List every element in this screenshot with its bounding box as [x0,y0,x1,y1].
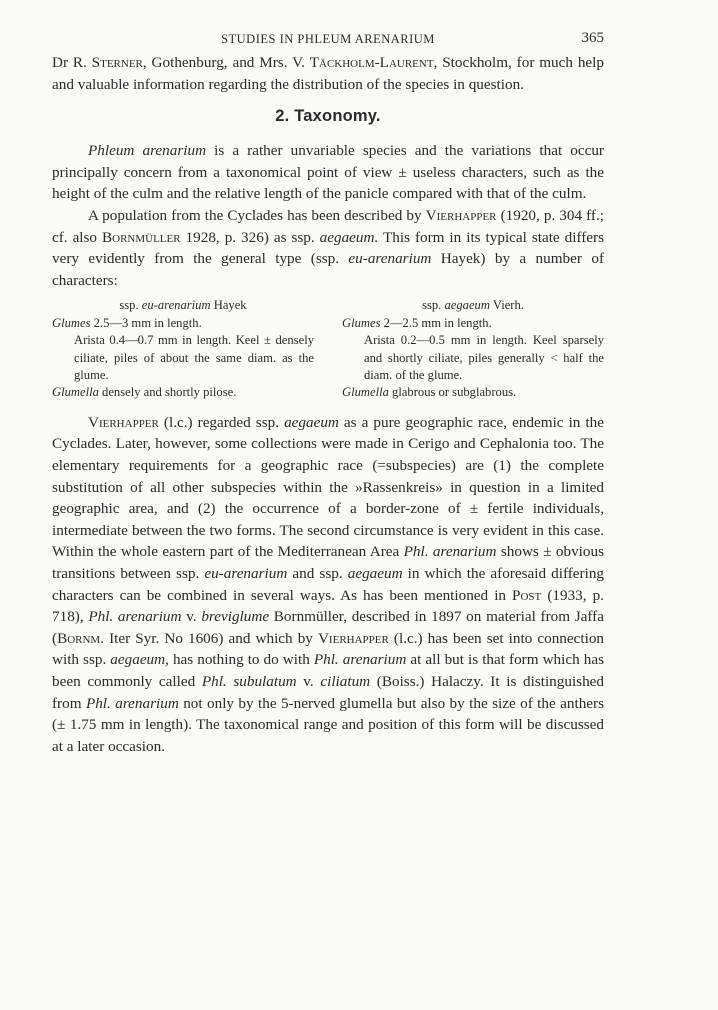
text-run: Arista 0.2—0.5 mm in length. Keel sparsely and shortly ciliate, piles generally < half the diam. of the glume. [364,333,604,382]
text-run: , Gothenburg, and Mrs. V. [142,54,310,71]
author-name: Täckholm-Laurent [309,54,434,71]
comparison-column-eu-arenarium [52,297,314,401]
italic-text: Phl. arenarium [88,608,182,626]
italic-text: breviglume [201,608,270,626]
comparison-column-aegaeum [342,297,604,401]
author-name: Bornmüller [102,228,181,246]
text-run: shows ± obvious transitions between ssp. [52,543,604,582]
text-run: Dr R. [52,54,92,71]
text-run: Hayek) by a number of characters: [52,250,604,289]
text-run: This form in its typical state differs very evidently from the general type (ssp. [52,228,604,268]
text-run: , Stockholm, for much help and valuable information regarding the distribution of the species in question. [52,54,604,93]
text-run: glabrous or subglabrous. [388,385,517,400]
italic-text: ciliatum [320,672,371,690]
section-heading: 2. Taxonomy. [275,107,381,126]
arista-entry [52,332,314,384]
italic-text: eu-arenarium [204,564,288,582]
main-paragraph [52,412,604,758]
italic-text: aegaeum, [110,651,169,669]
page-number: 365 [581,30,604,46]
text-run: (1920, p. 304 ff.; cf. also [52,206,604,246]
italic-text: aegaeum. [319,228,379,246]
italic-text: aegaeum [444,298,490,313]
author-name: Vierhapper [88,413,159,431]
glumes-entry [342,315,604,332]
author-name: Vierhapper [317,629,389,647]
text-run: v. [181,608,202,626]
text-run: ssp. [422,298,445,313]
page-body [52,30,604,757]
italic-text: eu-arenarium [348,250,432,268]
acknowledgement-paragraph [52,52,604,95]
population-paragraph [52,205,604,291]
text-run: and ssp. [287,564,348,582]
text-run: in which the aforesaid differing characters can be combined in several ways. As has been mentioned in [52,564,605,604]
text-run: as a pure geographic race, endemic in the Cyclades. Later, however, some collections were made in Cerigo and Cephalonia too. The elementary requirements for a geographic race (=subspecies) are (1) the complete substitution of all other subspecies within the »Rassenkreis» in question in a limited geographic area, and (2) the occurrence of a border-zone of ± fertile individuals, intermediate between the two forms. The second circumstance is very evident in this case. Within the whole eastern part of the Mediterranean Area [52,413,604,561]
italic-text: Glumella [342,385,389,400]
text-run: ssp. [119,298,142,313]
author-name: Post [512,586,542,604]
text-run: has nothing to do with [168,651,314,669]
author-name: Sterner [91,54,143,71]
text-run: is a rather unvariable species and the variations that occur principally concern from a taxonomical point of view ± useless characters, such as the height of the culm and the relative length of the panicle compared with that of the culm. [52,142,604,203]
intro-paragraph [52,140,604,205]
text-run: 2.5—3 mm in length. [90,315,202,330]
text-run: v. [296,672,321,690]
text-run: (l.c.) has been set into connection with ssp. [52,629,605,669]
text-run: densely and shortly pilose. [98,385,237,400]
text-run: at all but is that form which has been commonly called [52,651,604,690]
italic-text: Phl. arenarium [403,543,497,561]
italic-text: aegaeum [284,413,339,431]
text-run: Bornmüller, described in 1897 on material from Jaffa ( [52,608,604,647]
italic-text: eu-arenarium [141,298,211,313]
glumella-entry [342,384,604,401]
italic-text: Glumella [52,385,99,400]
character-comparison [52,297,604,401]
column-heading [52,297,314,314]
italic-text: Glumes [342,315,381,330]
italic-text: Glumes [52,315,91,330]
text-run: Arista 0.4—0.7 mm in length. Keel ± densely ciliate, piles of about the same diam. as the glume. [74,333,314,382]
text-run: (l.c.) regarded ssp. [158,413,285,431]
italic-text: Phl. arenarium [85,694,179,712]
arista-entry [342,332,604,384]
glumella-entry [52,384,314,401]
column-heading [342,297,604,314]
italic-text: aegaeum [347,564,403,582]
italic-text: Phl. subulatum [201,672,297,690]
running-head [52,30,604,52]
running-title: STUDIES IN PHLEUM ARENARIUM [221,32,435,46]
text-run: 2—2.5 mm in length. [380,315,492,330]
text-run: Vierh. [489,298,524,313]
author-name: Vierhapper [425,206,497,224]
author-name: Bornm. [57,629,104,647]
text-run: (Boiss.) Halaczy. It is distinguished from [52,672,605,712]
italic-text: Phl. arenarium [313,651,407,669]
glumes-entry [52,315,314,332]
text-run: not only by the 5-nerved glumella but also by the size of the anthers (± 1.75 mm in length). The taxonomical range and position of this form will be discussed at a later occasion. [52,694,604,755]
text-run: 1928, p. 326) as ssp. [180,228,320,246]
text-run: A population from the Cyclades has been described by [88,206,426,224]
text-run: Iter Syr. No 1606) and which by [104,629,318,647]
text-run: (1933, p. 718), [52,586,604,626]
text-run: Hayek [210,298,247,313]
italic-text: Phleum arenarium [88,142,207,160]
